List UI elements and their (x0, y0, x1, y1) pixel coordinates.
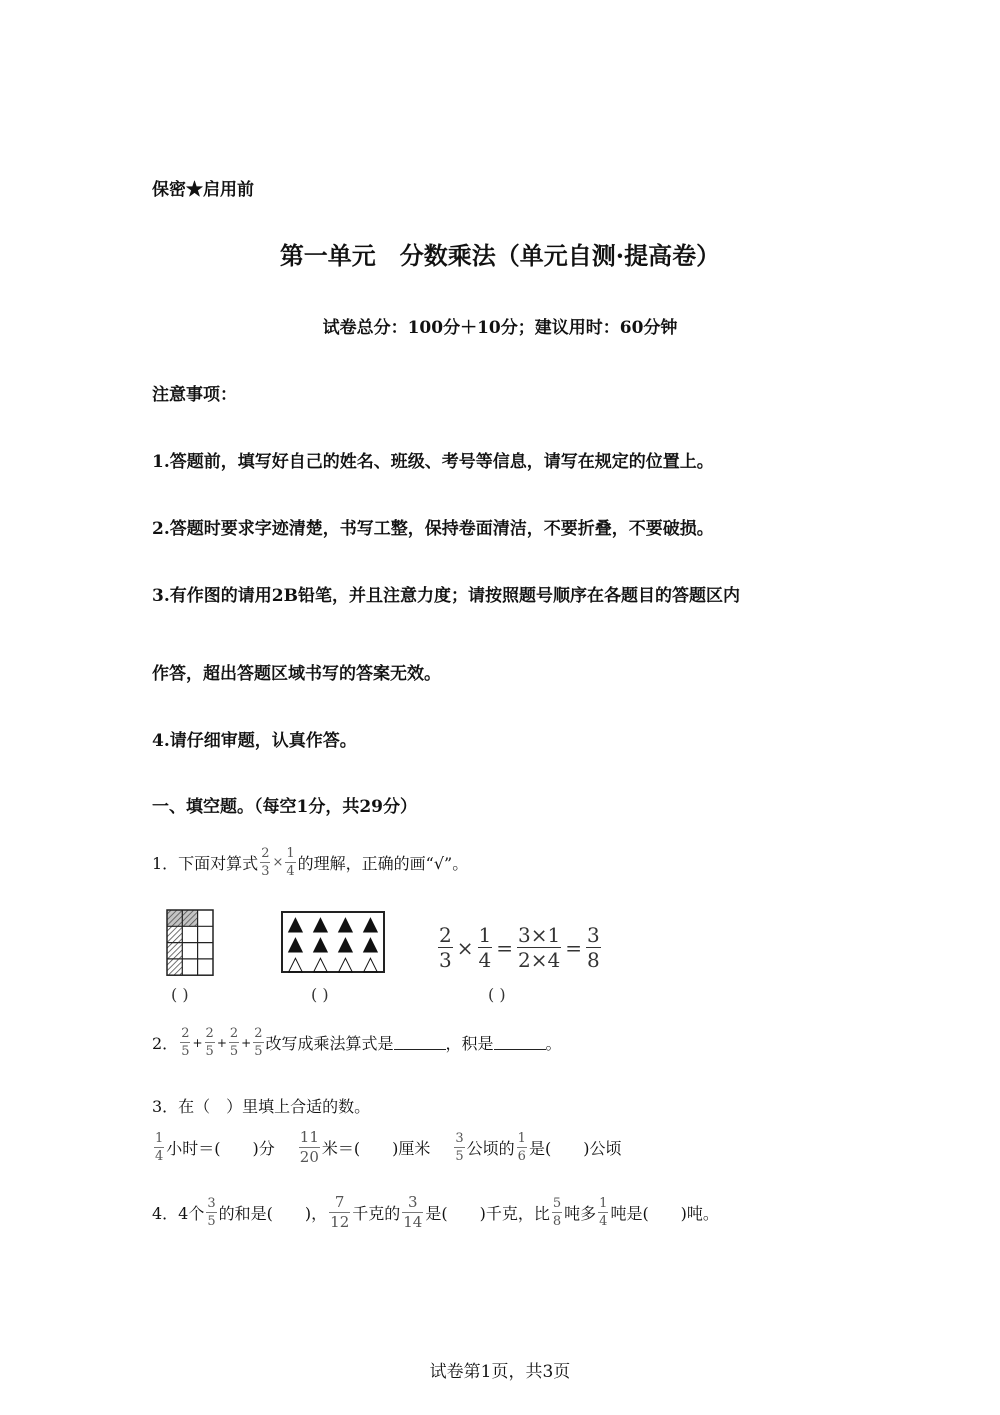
secret-label: 保密★启用前 (152, 180, 254, 200)
fraction: $\frac{2}{5}$ (229, 1026, 239, 1059)
q3-item-b: 米＝( )厘米 (321, 1139, 431, 1158)
equals-sign: = (496, 935, 513, 960)
q1-suffix: 的理解，正确的画“√”。 (297, 854, 469, 873)
empty-triangle-icon: △ (362, 951, 379, 975)
page-subtitle: 试卷总分：100分＋10分；建议用时：60分钟 (322, 318, 678, 338)
fraction: $\frac{1}{4}$ (155, 1131, 164, 1164)
equation (436, 925, 603, 970)
filled-triangle-icon: ▲ (337, 931, 354, 955)
filled-triangle-icon: ▲ (362, 911, 379, 935)
q3-item-a: 小时＝( )分 (166, 1139, 275, 1158)
page-title: 第一单元 分数乘法（单元自测·提高卷） (279, 241, 721, 270)
q3-item-c2: 是( )公顷 (528, 1139, 622, 1158)
empty-triangle-icon: △ (337, 951, 354, 975)
question-2 (152, 1027, 562, 1058)
notice-item: 作答，超出答题区域书写的答案无效。 (152, 664, 441, 684)
fraction: $\frac{1}{4}$ (286, 846, 295, 879)
q2-prefix: 2． (152, 1034, 179, 1053)
question-3: 3．在（ ）里填上合适的数。 (152, 1097, 371, 1116)
fraction: $\frac{2}{5}$ (181, 1026, 190, 1059)
fraction: $\frac{1}{4}$ (478, 923, 492, 972)
answer-blank[interactable] (394, 1035, 446, 1050)
filled-triangle-icon: ▲ (312, 931, 329, 955)
answer-paren-c[interactable]: ( ) (488, 985, 506, 1004)
q4-text: 的和是( )， (218, 1204, 328, 1223)
filled-triangle-icon: ▲ (287, 911, 304, 935)
question-4 (152, 1195, 719, 1230)
plus-sign: + (241, 1035, 252, 1050)
question-3-items (152, 1130, 621, 1165)
empty-triangle-icon: △ (287, 951, 304, 975)
q4-text: 吨多 (564, 1204, 597, 1223)
notice-item: 2.答题时要求字迹清楚，书写工整，保持卷面清洁，不要折叠，不要破损。 (152, 519, 714, 539)
grid-diagram (166, 909, 214, 977)
fraction: $\frac{7}{12}$ (330, 1193, 350, 1231)
q4-text: 4．4个 (152, 1204, 205, 1223)
equals-sign: = (565, 935, 582, 960)
answer-paren-b[interactable]: ( ) (311, 985, 329, 1004)
empty-triangle-icon: △ (312, 951, 329, 975)
q2-end: 。 (545, 1034, 562, 1053)
times-sign: × (272, 855, 284, 870)
filled-triangle-icon: ▲ (362, 931, 379, 955)
q4-text: 吨是( )吨。 (610, 1204, 719, 1223)
fraction: $\frac{11}{20}$ (299, 1128, 319, 1166)
notice-item: 4.请仔细审题，认真作答。 (152, 731, 357, 751)
fraction: $\frac{3}{14}$ (403, 1193, 423, 1231)
plus-sign: + (216, 1035, 227, 1050)
fraction: $\frac{2}{3}$ (439, 923, 452, 972)
fraction: $\frac{3}{5}$ (207, 1196, 216, 1229)
fraction: $\frac{1}{4}$ (599, 1196, 608, 1229)
fraction: $\frac{3}{8}$ (586, 923, 600, 972)
fraction: $\frac{1}{6}$ (517, 1131, 526, 1164)
fraction: $\frac{2}{5}$ (254, 1026, 263, 1059)
times-sign: × (456, 935, 474, 960)
notice-item: 3.有作图的请用2B铅笔，并且注意力度；请按照题号顺序在各题目的答题区内 (152, 586, 740, 606)
fraction: $\frac{3}{5}$ (455, 1131, 464, 1164)
plus-sign: + (192, 1035, 203, 1050)
answer-blank[interactable] (494, 1035, 546, 1050)
notice-heading: 注意事项： (152, 385, 237, 405)
fraction: $\frac{5}{8}$ (552, 1196, 562, 1229)
answer-paren-a[interactable]: ( ) (171, 985, 189, 1004)
triangles-box (281, 911, 385, 973)
fraction: $\frac{2}{5}$ (205, 1026, 214, 1059)
q2-text: ，积是 (445, 1034, 494, 1053)
q1-prefix: 1．下面对算式 (152, 854, 259, 873)
fraction: $\frac{2}{3}$ (261, 846, 270, 879)
notice-item: 1.答题前，填写好自己的姓名、班级、考号等信息，请写在规定的位置上。 (152, 452, 714, 472)
section-heading: 一、填空题。（每空1分，共29分） (152, 797, 417, 817)
page-footer: 试卷第1页，共3页 (429, 1362, 571, 1382)
filled-triangle-icon: ▲ (287, 931, 304, 955)
question-1 (152, 847, 468, 878)
q3-item-c: 公顷的 (466, 1139, 515, 1158)
fraction: $\frac{3\times 1}{2\times 4}$ (518, 923, 561, 972)
filled-triangle-icon: ▲ (312, 911, 329, 935)
q4-text: 千克的 (352, 1204, 401, 1223)
q2-text: 改写成乘法算式是 (265, 1034, 394, 1053)
filled-triangle-icon: ▲ (337, 911, 354, 935)
q4-text: 是( )千克，比 (425, 1204, 550, 1223)
